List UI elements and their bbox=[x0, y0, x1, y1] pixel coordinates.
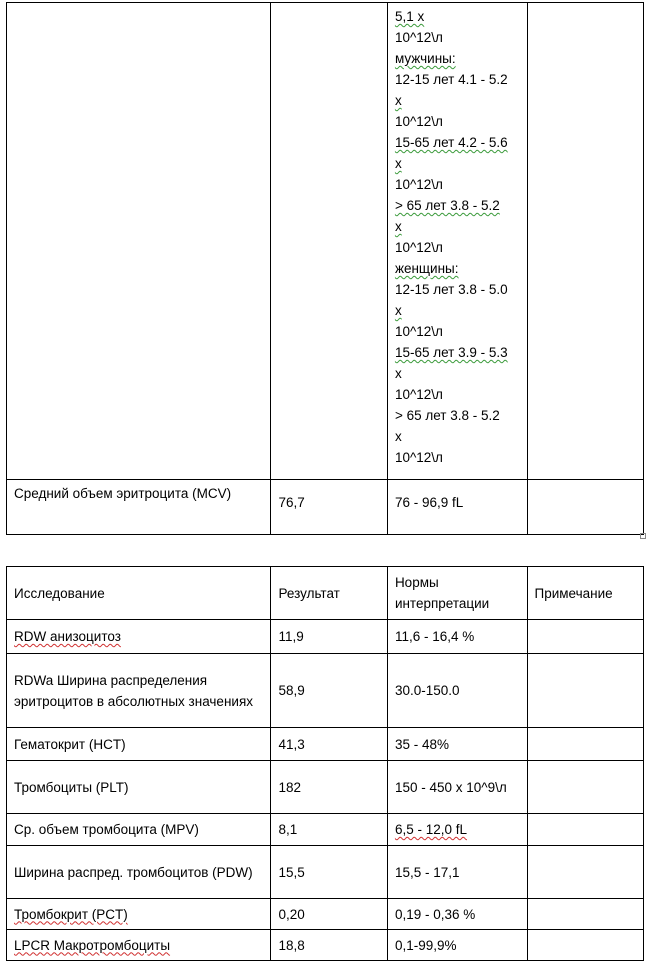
note-cell bbox=[527, 899, 644, 930]
norms-line: x bbox=[394, 366, 402, 381]
test-name: RDW анизоцитоз bbox=[14, 629, 121, 644]
test-cell: Средний объем эритроцита (MCV) bbox=[7, 480, 271, 535]
table-row bbox=[7, 899, 644, 930]
norms-line: 10^12\л bbox=[394, 240, 443, 255]
norms-line: x bbox=[394, 303, 402, 318]
table-row bbox=[7, 480, 644, 535]
norm-cell: 0,19 - 0,36 % bbox=[387, 899, 527, 930]
norms-line: x bbox=[394, 429, 402, 444]
norm-value: 6,5 - 12,0 fL bbox=[394, 822, 467, 837]
result-cell: 15,5 bbox=[271, 846, 387, 899]
norms-line: 10^12\л bbox=[394, 114, 443, 129]
table-row bbox=[7, 654, 644, 728]
test-cell bbox=[7, 899, 271, 930]
norm-cell: 150 - 450 x 10^9\л bbox=[387, 761, 527, 814]
table-row bbox=[7, 3, 644, 480]
result-cell: 8,1 bbox=[271, 814, 387, 846]
test-name: Тромбокрит (PCT) bbox=[14, 906, 128, 922]
header-test: Исследование bbox=[7, 567, 271, 620]
result-cell: 182 bbox=[271, 761, 387, 814]
norms-line: 15-65 лет 4.2 - 5.6 bbox=[394, 135, 508, 150]
result-cell: 11,9 bbox=[271, 620, 387, 654]
table-header-row bbox=[7, 567, 644, 620]
note-cell bbox=[527, 761, 644, 814]
note-cell bbox=[527, 846, 644, 899]
note-cell bbox=[527, 620, 644, 654]
norms-line: 10^12\л bbox=[394, 387, 443, 402]
header-norm: Нормы интерпретации bbox=[387, 567, 527, 620]
norms-line: мужчины: bbox=[394, 51, 456, 66]
norms-line: x bbox=[394, 93, 402, 108]
header-result: Результат bbox=[271, 567, 387, 620]
norms-line: x bbox=[394, 156, 402, 171]
note-cell bbox=[527, 930, 644, 961]
norms-line: 10^12\л bbox=[394, 177, 443, 192]
norm-cell: 0,1-99,9% bbox=[387, 930, 527, 961]
norms-line: 15-65 лет 3.9 - 5.3 bbox=[394, 345, 508, 360]
test-cell bbox=[7, 620, 271, 654]
test-cell: Тромбоциты (PLT) bbox=[7, 761, 271, 814]
norm-cell: 30.0-150.0 bbox=[387, 654, 527, 728]
norms-line: x bbox=[394, 219, 402, 234]
test-cell: Ср. объем тромбоцита (MPV) bbox=[7, 814, 271, 846]
table-row bbox=[7, 814, 644, 846]
result-cell: 76,7 bbox=[271, 480, 387, 535]
norms-cell bbox=[387, 3, 527, 480]
note-cell bbox=[527, 814, 644, 846]
test-cell bbox=[7, 930, 271, 961]
table-row bbox=[7, 846, 644, 899]
result-cell: 18,8 bbox=[271, 930, 387, 961]
result-cell: 0,20 bbox=[271, 899, 387, 930]
note-cell bbox=[527, 728, 644, 761]
note-cell bbox=[527, 654, 644, 728]
norm-cell: 76 - 96,9 fL bbox=[387, 480, 527, 535]
note-cell bbox=[527, 3, 644, 480]
norms-line: 12-15 лет 3.8 - 5.0 bbox=[394, 282, 508, 297]
note-cell bbox=[527, 480, 644, 535]
result-cell: 41,3 bbox=[271, 728, 387, 761]
results-table-continued bbox=[6, 2, 644, 535]
norms-line: > 65 лет 3.8 - 5.2 bbox=[394, 198, 500, 213]
header-note: Примечание bbox=[527, 567, 644, 620]
norms-line: 10^12\л bbox=[394, 324, 443, 339]
norms-line: 10^12\л bbox=[394, 30, 443, 45]
results-table bbox=[6, 566, 644, 961]
test-cell: Ширина распред. тромбоцитов (PDW) bbox=[7, 846, 271, 899]
test-cell: Гематокрит (HCT) bbox=[7, 728, 271, 761]
norms-line: 5,1 x bbox=[394, 9, 425, 24]
table-row bbox=[7, 728, 644, 761]
result-cell bbox=[271, 3, 387, 480]
norms-line: > 65 лет 3.8 - 5.2 bbox=[394, 408, 500, 423]
norm-cell bbox=[387, 814, 527, 846]
norms-line: 12-15 лет 4.1 - 5.2 bbox=[394, 72, 508, 87]
table-row bbox=[7, 620, 644, 654]
result-cell: 58,9 bbox=[271, 654, 387, 728]
norm-cell: 15,5 - 17,1 bbox=[387, 846, 527, 899]
table-row bbox=[7, 930, 644, 961]
norms-line: женщины: bbox=[394, 261, 459, 276]
test-cell: RDWa Ширина распределения эритроцитов в абсолютных значениях bbox=[7, 654, 271, 728]
table-resize-handle[interactable] bbox=[640, 533, 646, 539]
norms-line: 10^12\л bbox=[394, 450, 443, 465]
test-cell bbox=[7, 3, 271, 480]
norm-cell: 11,6 - 16,4 % bbox=[387, 620, 527, 654]
table-row bbox=[7, 761, 644, 814]
norm-cell: 35 - 48% bbox=[387, 728, 527, 761]
test-name: LPCR Макротромбоциты bbox=[14, 937, 171, 953]
